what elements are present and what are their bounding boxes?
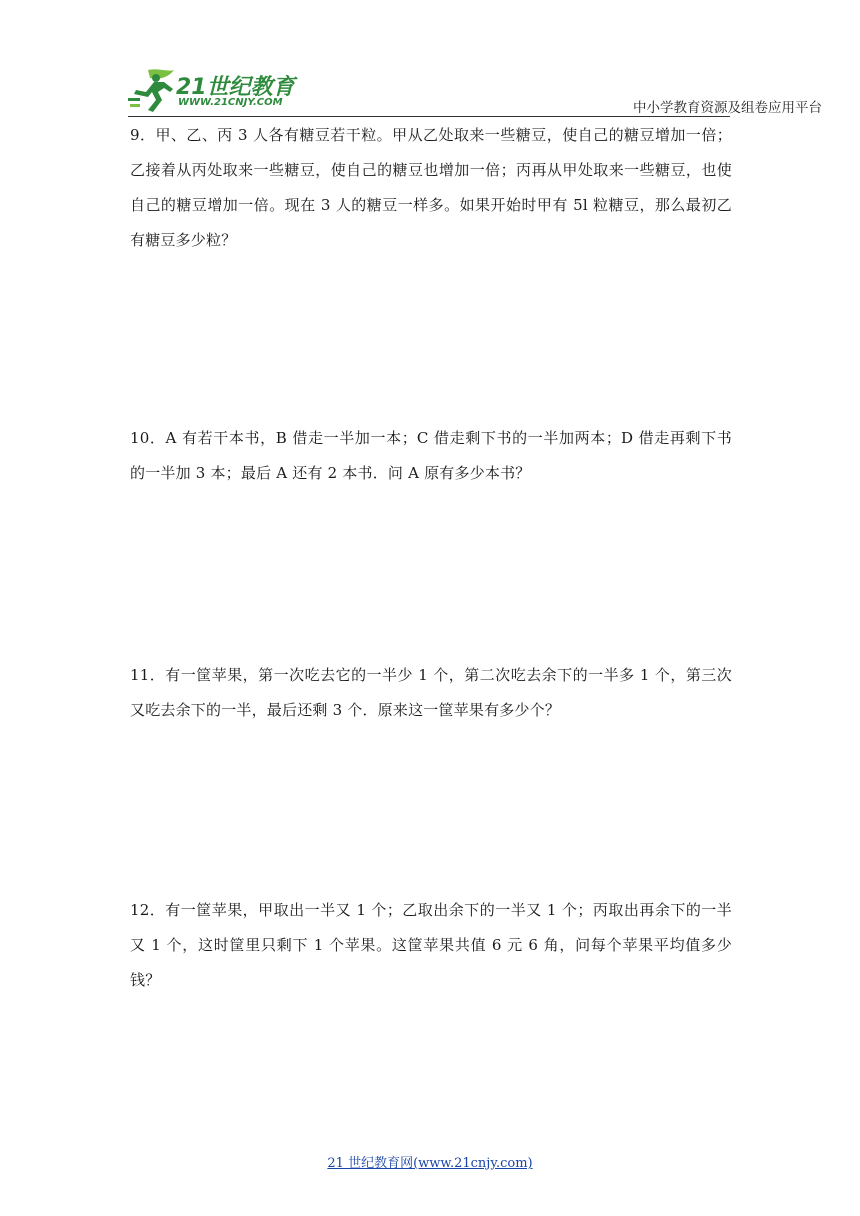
problem-11: 11．有一筐苹果，第一次吃去它的一半少 1 个，第二次吃去余下的一半多 1 个，第三次又吃去余下的一半，最后还剩 3 个．原来这一筐苹果有多少个？ [130,666,732,719]
page-footer [0,1152,860,1171]
logo-url: WWW.21CNJY.COM [178,97,283,108]
problem-10: 10．A 有若干本书，B 借走一半加一本；C 借走剩下书的一半加两本；D 借走再剩下书的一半加 3 本；最后 A 还有 2 本书．问 A 原有多少本书？ [130,429,732,482]
logo-text: 21世纪教育 [176,75,295,100]
runner-logo-icon [128,68,176,114]
logo [128,68,298,116]
problem-9: 9．甲、乙、丙 3 人各有糖豆若干粒。甲从乙处取来一些糖豆，使自己的糖豆增加一倍；乙接着从丙处取来一些糖豆，使自己的糖豆也增加一倍；丙再从甲处取来一些糖豆，也使自己的糖豆增加一倍。现在 3 人的糖豆一样多。如果开始时甲有 5l 粒糖豆，那么最初乙有糖豆多少粒？ [130,126,732,249]
platform-title: 中小学教育资源及组卷应用平台 [633,100,822,116]
problem-12: 12．有一筐苹果，甲取出一半又 1 个；乙取出余下的一半又 1 个；丙取出再余下的一半又 1 个，这时筐里只剩下 1 个苹果。这筐苹果共值 6 元 6 角，问每个苹果平均值多少钱？ [130,901,732,989]
header-divider [128,116,730,117]
footer-link[interactable]: 21 世纪教育网(www.21cnjy.com) [327,1156,533,1171]
page-header [0,0,860,122]
